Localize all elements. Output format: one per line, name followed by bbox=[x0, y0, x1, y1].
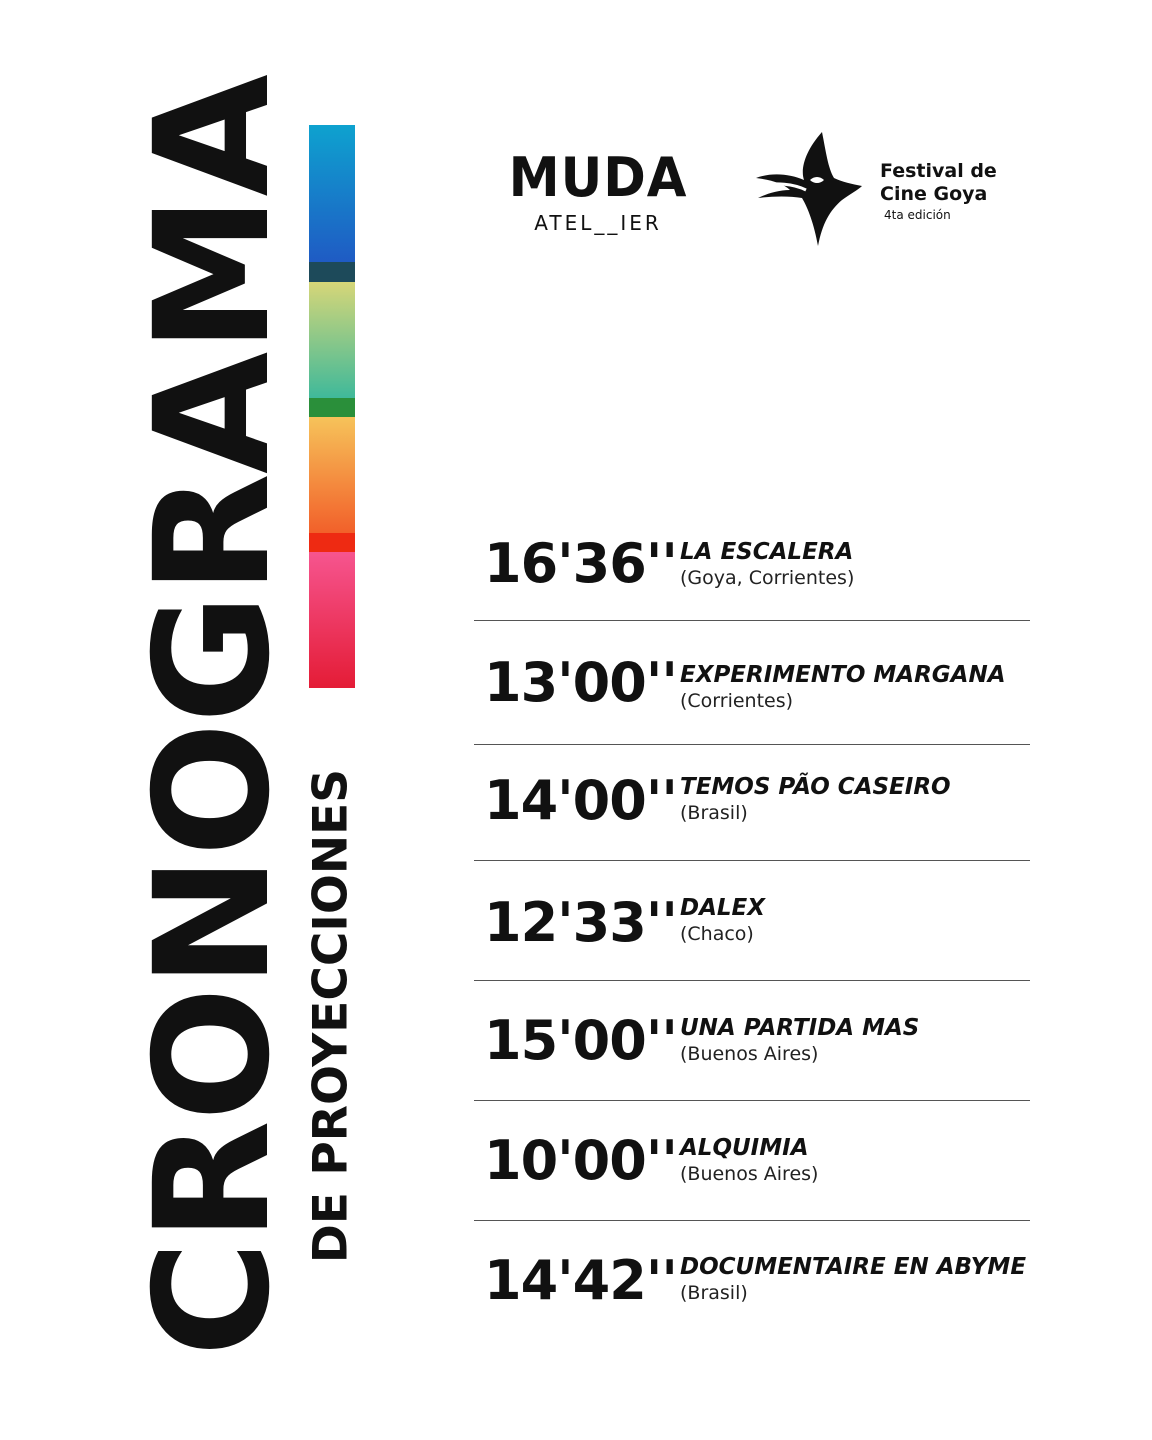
screening-row bbox=[474, 1101, 1030, 1220]
goya-edition: 4ta edición bbox=[884, 208, 951, 222]
bar-segment-yellow-green bbox=[309, 282, 355, 398]
swallow-bird-icon bbox=[750, 128, 868, 250]
screening-row bbox=[474, 1221, 1030, 1331]
screening-title: LA ESCALERA bbox=[680, 539, 854, 565]
screening-duration: 14'00'' bbox=[484, 769, 677, 832]
screening-place: (Brasil) bbox=[680, 802, 748, 824]
screening-duration: 14'42'' bbox=[484, 1249, 677, 1312]
screening-title: DOCUMENTAIRE EN ABYME bbox=[680, 1254, 1027, 1280]
screening-place: (Goya, Corrientes) bbox=[680, 567, 855, 589]
color-bar bbox=[309, 125, 355, 688]
muda-atelier-logo bbox=[503, 146, 693, 240]
goya-festival-logo-text bbox=[880, 160, 997, 222]
muda-logo-text: MUDA bbox=[508, 146, 688, 209]
bar-segment-green bbox=[309, 398, 355, 417]
goya-line-2: Cine Goya bbox=[880, 183, 988, 205]
screening-place: (Brasil) bbox=[680, 1282, 748, 1304]
screening-title: DALEX bbox=[680, 895, 765, 921]
screening-row bbox=[474, 981, 1030, 1100]
screening-duration: 16'36'' bbox=[484, 532, 677, 595]
screening-place: (Buenos Aires) bbox=[680, 1163, 819, 1185]
screening-title: EXPERIMENTO MARGANA bbox=[680, 662, 1006, 688]
screening-duration: 12'33'' bbox=[484, 891, 677, 954]
bar-segment-pink bbox=[309, 552, 355, 688]
screening-row bbox=[474, 621, 1030, 744]
screening-title: TEMOS PÃO CASEIRO bbox=[680, 774, 951, 800]
screening-title: UNA PARTIDA MAS bbox=[680, 1015, 920, 1041]
bar-segment-blue bbox=[309, 125, 355, 262]
screening-duration: 13'00'' bbox=[484, 651, 677, 714]
main-title: CRONOGRAMA bbox=[121, 75, 305, 1357]
screening-place: (Buenos Aires) bbox=[680, 1043, 819, 1065]
screening-duration: 10'00'' bbox=[484, 1129, 677, 1192]
sub-title: DE PROYECCIONES bbox=[303, 768, 359, 1264]
screening-row bbox=[474, 861, 1030, 980]
bar-segment-dark bbox=[309, 262, 355, 282]
screening-place: (Corrientes) bbox=[680, 690, 794, 712]
screening-duration: 15'00'' bbox=[484, 1009, 677, 1072]
screening-row bbox=[474, 745, 1030, 860]
screening-title: ALQUIMIA bbox=[680, 1135, 809, 1161]
bar-segment-red bbox=[309, 533, 355, 552]
screening-place: (Chaco) bbox=[680, 923, 754, 945]
screening-schedule bbox=[474, 520, 1030, 1331]
atelier-logo-text: ATEL__IER bbox=[534, 211, 662, 235]
bar-segment-orange bbox=[309, 417, 355, 533]
goya-line-1: Festival de bbox=[880, 160, 997, 182]
screening-row bbox=[474, 520, 1030, 620]
